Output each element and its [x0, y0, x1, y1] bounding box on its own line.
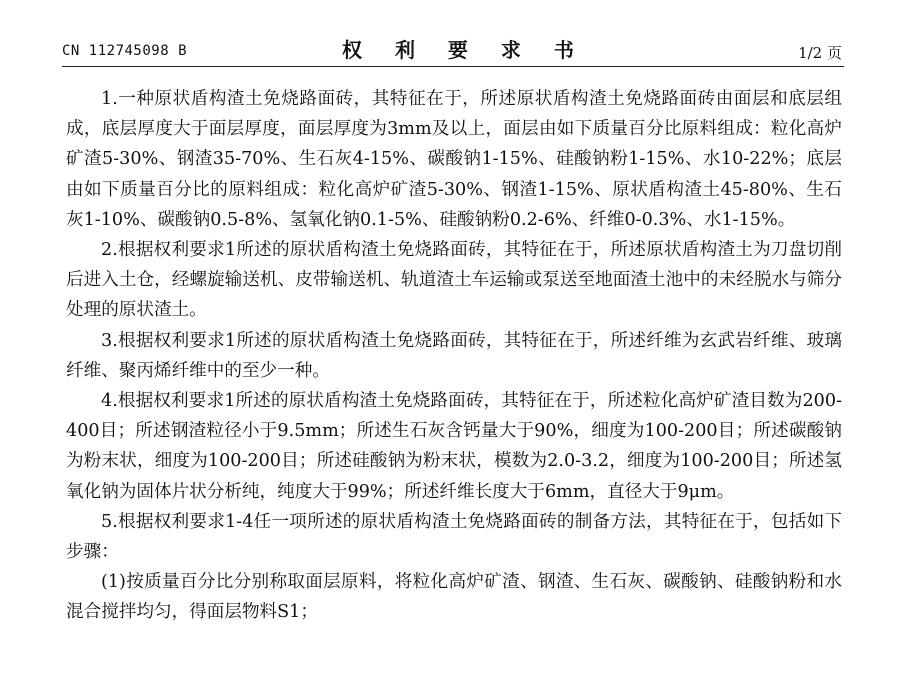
claim-3: 3.根据权利要求1所述的原状盾构渣土免烧路面砖，其特征在于，所述纤维为玄武岩纤维、玻璃纤维、聚丙烯纤维中的至少一种。 [66, 330, 842, 381]
claims-body [66, 84, 842, 628]
claim-4: 4.根据权利要求1所述的原状盾构渣土免烧路面砖，其特征在于，所述粒化高炉矿渣目数为200-400目；所述钢渣粒径小于9.5mm；所述生石灰含钙量大于90%，细度为100-200目；所述碳酸钠为粉末状，细度为100-200目；所述硅酸钠为粉末状，模数为2.0-3.2，细度为100-200目；所述氢氧化钠为固体片状分析纯，纯度大于99%；所述纤维长度大于6mm，直径大于9μm。 [66, 391, 842, 502]
claim-5-step-1: (1)按质量百分比分别称取面层原料，将粒化高炉矿渣、钢渣、生石灰、碳酸钠、硅酸钠粉和水混合搅拌均匀，得面层物料S1； [66, 572, 842, 623]
claim-5: 5.根据权利要求1-4任一项所述的原状盾构渣土免烧路面砖的制备方法，其特征在于，包括如下步骤： [66, 511, 842, 563]
publication-number: CN 112745098 B [62, 43, 188, 59]
claim-1: 1.一种原状盾构渣土免烧路面砖，其特征在于，所述原状盾构渣土免烧路面砖由面层和底层组成，底层厚度大于面层厚度，面层厚度为3mm及以上，面层由如下质量百分比原料组成：粒化高炉矿渣5-30%、钢渣35-70%、生石灰4-15%、碳酸钠1-15%、硅酸钠粉1-15%、水10-22%；底层由如下质量百分比的原料组成：粒化高炉矿渣5-30%、钢渣1-15%、原状盾构渣土45-80%、生石灰1-10%、碳酸钠0.5-8%、氢氧化钠0.1-5%、硅酸钠粉0.2-6%、纤维0-0.3%、水1-15%。 [66, 89, 842, 230]
page-number: 1/2 页 [798, 44, 842, 62]
header-divider [62, 66, 844, 67]
document-title: 权 利 要 求 书 [342, 38, 587, 62]
claim-2: 2.根据权利要求1所述的原状盾构渣土免烧路面砖，其特征在于，所述原状盾构渣土为刀盘切削后进入土仓，经螺旋输送机、皮带输送机、轨道渣土车运输或泵送至地面渣土池中的未经脱水与筛分处理的原状渣土。 [66, 240, 842, 321]
page-header [62, 30, 844, 64]
